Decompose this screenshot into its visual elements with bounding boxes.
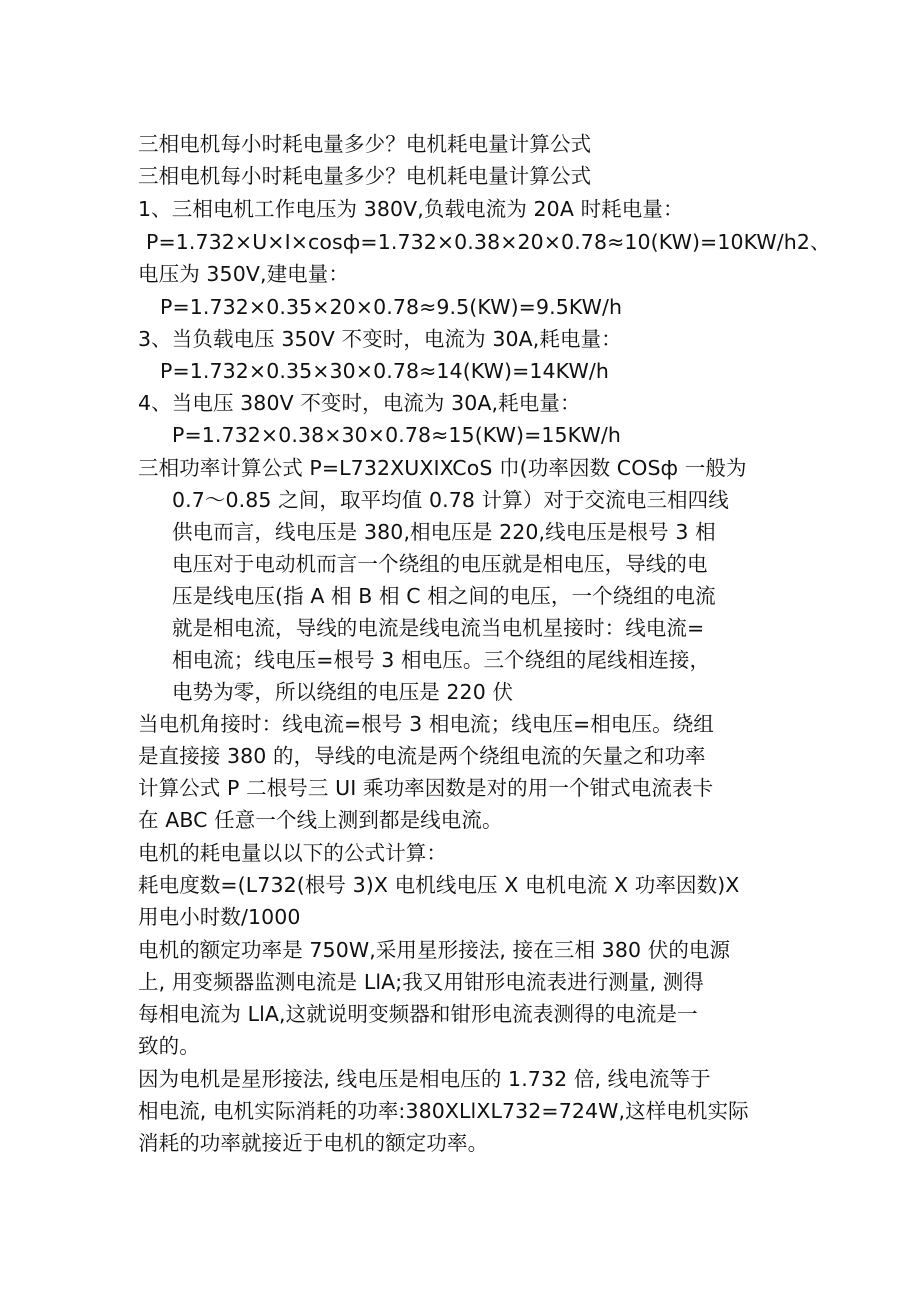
text-line: 每相电流为 LlA,这就说明变频器和钳形电流表测得的电流是一 [138,1002,698,1026]
title-line: 三相电机每小时耗电量多少？电机耗电量计算公式 [138,132,592,156]
formula-line: P=1.732×0.35×20×0.78≈9.5(KW)=9.5KW∕h [160,295,623,319]
text-line: 供电而言，线电压是 380,相电压是 220,线电压是根号 3 相 [172,520,716,544]
text-line: 是直接接 380 的，导线的电流是两个绕组电流的矢量之和功率 [138,744,706,768]
text-line: 消耗的功率就接近于电机的额定功率。 [138,1131,489,1155]
text-line: 就是相电流，导线的电流是线电流当电机星接时：线电流= [172,616,705,640]
formula-line: 耗电度数=(L732(根号 3)X 电机线电压 X 电机电流 X 功率因数)X [138,873,740,897]
text-line: 相电流；线电压=根号 3 相电压。三个绕组的尾线相连接， [172,648,711,672]
text-line: 电势为零，所以绕组的电压是 220 伏 [172,680,514,704]
text-line: 电压对于电动机而言一个绕组的电压就是相电压，导线的电 [172,552,708,576]
text-line: 致的。 [138,1034,200,1058]
formula-line: 用电小时数/1000 [138,905,301,929]
subtitle-line: 三相电机每小时耗电量多少？电机耗电量计算公式 [138,164,592,188]
text-line: 3、当负载电压 350V 不变时，电流为 30A,耗电量： [138,327,622,351]
text-line: 当电机角接时：线电流=根号 3 相电流；线电压=相电压。绕组 [138,712,714,736]
text-line: 电压为 350V,建电量： [138,262,349,286]
formula-line: P=1.732×0.35×30×0.78≈14(KW)=14KW∕h [160,359,609,383]
text-line: 计算公式 P 二根号三 UI 乘功率因数是对的用一个钳式电流表卡 [138,776,714,800]
formula-line: P=1.732×U×I×cosф=1.732×0.38×20×0.78≈10(KW)=10KW∕h2、 [146,230,831,254]
text-line: 1、三相电机工作电压为 380V,负载电流为 20A 时耗电量： [138,197,684,221]
text-line: 上, 用变频器监测电流是 LlA;我又用钳形电流表进行测量, 测得 [138,970,704,994]
text-line: 电机的额定功率是 750W,采用星形接法, 接在三相 380 伏的电源 [138,938,731,962]
text-line: 电机的耗电量以以下的公式计算： [138,841,447,865]
text-line: 在 ABC 任意一个线上测到都是线电流。 [138,808,503,832]
text-line: 0.7～0.85 之间，取平均值 0.78 计算）对于交流电三相四线 [172,488,729,512]
text-line: 因为电机是星形接法, 线电压是相电压的 1.732 倍, 线电流等于 [138,1067,711,1091]
text-line: 压是线电压(指 A 相 B 相 C 相之间的电压，一个绕组的电流 [172,584,716,608]
text-line: 三相功率计算公式 P=L732XUXIXCoS 巾(功率因数 COSф 一般为 [138,456,747,480]
text-line: 相电流, 电机实际消耗的功率:380XLlXL732=724W,这样电机实际 [138,1099,749,1123]
formula-line: P=1.732×0.38×30×0.78≈15(KW)=15KW∕h [172,423,621,447]
text-line: 4、当电压 380V 不变时，电流为 30A,耗电量： [138,391,581,415]
